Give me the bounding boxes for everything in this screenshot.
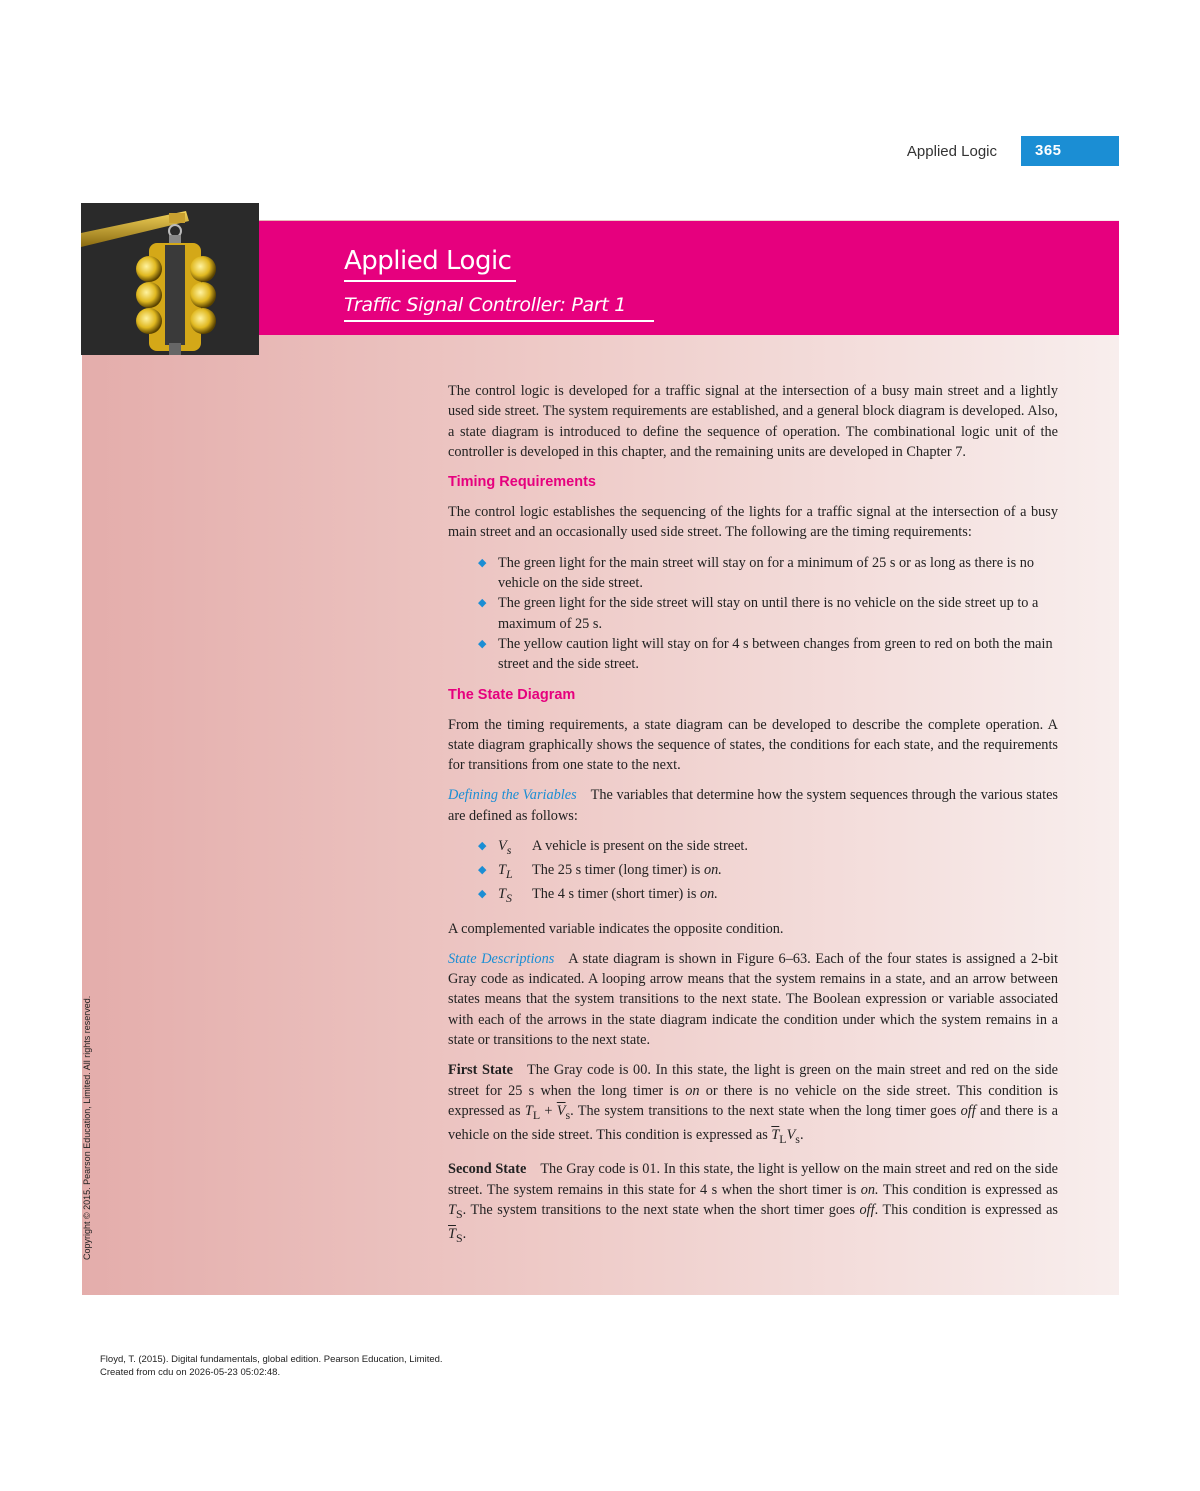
title-underline: [344, 280, 516, 282]
timing-list: [448, 553, 1058, 675]
footer-line-1: Floyd, T. (2015). Digital fundamentals, global edition. Pearson Education, Limited.: [100, 1354, 443, 1365]
body-text: [448, 381, 1058, 1258]
list-item: [478, 634, 1058, 675]
first-state-label: First State: [448, 1062, 514, 1079]
list-item-text: The green light for the main street will stay on for a minimum of 25 s or as long as there is no vehicle on the side street.: [498, 554, 1035, 592]
second-state-label: Second State: [448, 1161, 527, 1178]
state-descriptions-label: State Descriptions: [448, 950, 555, 967]
variable-symbol: $T_L$: [498, 862, 513, 882]
state-descriptions-paragraph: [448, 949, 1058, 1050]
timing-heading: Timing Requirements: [448, 474, 596, 491]
defining-variables-label: Defining the Variables: [448, 787, 577, 804]
list-item: [478, 836, 1058, 860]
list-item: [478, 593, 1058, 634]
expression-not-ts: $\overline{T}_S$: [448, 1225, 463, 1245]
traffic-signal-photo: [81, 203, 259, 355]
footer-citation: [100, 1353, 443, 1379]
diamond-bullet-icon: ◆: [478, 840, 487, 853]
state-diagram-heading: The State Diagram: [448, 686, 576, 703]
defining-variables-text: The variables that determine how the system sequences through the various states are defined as follows:: [448, 787, 1058, 824]
list-item: ◆ $T_S$ The 4 s timer (short timer) is on.: [498, 884, 1058, 908]
running-head: [0, 136, 1200, 166]
diamond-bullet-icon: ◆: [478, 597, 487, 610]
list-item: [478, 553, 1058, 594]
diamond-bullet-icon: ◆: [478, 637, 487, 650]
diamond-bullet-icon: ◆: [478, 864, 487, 877]
state-descriptions-text: A state diagram is shown in Figure 6–63. Each of the four states is assigned a 2-bit Gray code as indicated. A looping arrow means that the system remains in a state, and an arrow between states means that the system transitions to the next state. The Boolean expression or variable associated with each of the arrows in the state diagram indicate the condition under which the system remains in a state or transitions to the next state.: [448, 950, 1058, 1048]
timing-paragraph: The control logic establishes the sequencing of the lights for a traffic signal at the intersection of a busy main street and an occasionally used side street. The following are the timing requirements:: [448, 504, 1058, 541]
variable-description: A vehicle is present on the side street.: [532, 838, 748, 855]
defining-variables-paragraph: [448, 785, 1058, 826]
running-head-title: Applied Logic: [906, 143, 997, 160]
list-item: ◆ $T_L$ The 25 s timer (long timer) is on.: [498, 860, 1058, 884]
section-title: Applied Logic: [344, 246, 512, 276]
footer-line-2: Created from cdu on 2026-05-23 05:02:48.: [100, 1367, 281, 1378]
variable-symbol: $T_S$: [498, 886, 512, 906]
page-number: 365: [1021, 136, 1119, 166]
intro-paragraph: The control logic is developed for a traffic signal at the intersection of a busy main street and a lightly used side street. The system requirements are established, and a general block diagram is developed. Also, a state diagram is introduced to define the sequence of operation. The combinational logic unit of the controller is developed in this chapter, and the remaining units are developed in Chapter 7.: [448, 383, 1058, 460]
variable-description: The 4 s timer (short timer) is: [532, 886, 700, 903]
diamond-bullet-icon: ◆: [478, 888, 487, 901]
list-item-text: The yellow caution light will stay on for 4 s between changes from green to red on both the main street and the side street.: [498, 635, 1053, 673]
complement-note: A complemented variable indicates the opposite condition.: [448, 920, 784, 937]
variable-symbol: $V_s$: [498, 838, 512, 857]
state-diagram-paragraph: From the timing requirements, a state diagram can be developed to describe the complete operation. A state diagram graphically shows the sequence of states, the conditions for each state, and the requirements for transitions from one state to the next.: [448, 716, 1058, 774]
section-subtitle: Traffic Signal Controller: Part 1: [344, 294, 627, 316]
expression-not-tl-vs: $\overline{T}_LV_s$: [771, 1127, 800, 1146]
expression-tl-plus-not-vs: $T_L + \overline{V}_s$: [524, 1102, 571, 1122]
variable-description: The 25 s timer (long timer) is: [532, 862, 704, 879]
diamond-bullet-icon: ◆: [478, 556, 487, 569]
traffic-light-icon: [81, 203, 259, 355]
list-item-text: The green light for the side street will stay on until there is no vehicle on the side street up to a maximum of 25 s.: [498, 595, 1039, 632]
first-state-paragraph: First State The Gray code is 00. In this state, the light is green on the main street and red on the side street for 25 s when the long timer is on or there is no vehicle on the side street. This condition is expressed as $T_L + \overline{V}_s$. The system transitions to the next state when the long timer goes off and there is a vehicle on the side street. This condition is expressed as $\overline{T}_LV_s$.: [448, 1062, 1059, 1146]
expression-ts: $T_S$: [448, 1201, 463, 1221]
second-state-paragraph: Second State The Gray code is 01. In this state, the light is yellow on the main street and red on the side street. The system remains in this state for 4 s when the short timer is on. This condition is expressed as $T_S$. The system transitions to the next state when the short timer goes off. This condition is expressed as $\overline{T}_S$.: [448, 1161, 1058, 1245]
side-copyright: Copyright © 2015. Pearson Education, Limited. All rights reserved.: [82, 995, 92, 1260]
subtitle-underline: [344, 320, 654, 322]
variables-list: [448, 836, 1058, 908]
